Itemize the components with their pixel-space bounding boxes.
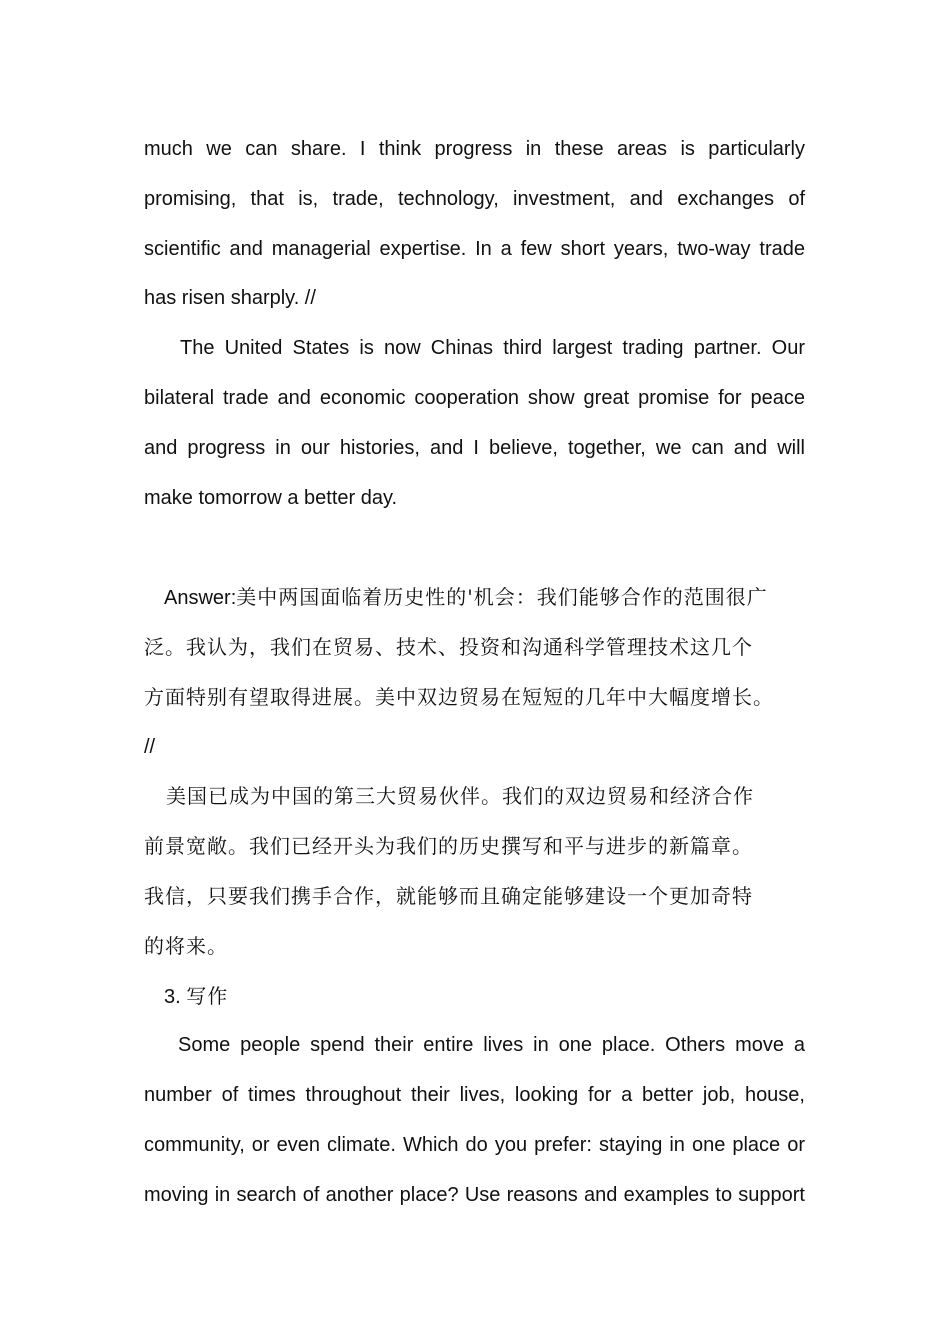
answer-paragraph <box>144 573 805 772</box>
text-line: moving in search of another place? Use reasons and examples to support <box>144 1183 805 1206</box>
text-line: much we can share. I think progress in these areas is particularly <box>144 138 805 160</box>
text-line: 美国已成为中国的第三大贸易伙伴。我们的双边贸易和经济合作 <box>166 784 754 809</box>
text-line: 泛。我认为，我们在贸易、技术、投资和沟通科学管理技术这几个 <box>144 634 753 659</box>
document-body <box>144 125 805 1221</box>
answer-text: 美中两国面临着历史性的'机会：我们能够合作的范围很广 <box>236 585 768 610</box>
text-line: bilateral trade and economic cooperation show great promise for peace <box>144 386 805 409</box>
text-line: The United States is now Chinas third largest trading partner. Our <box>180 337 805 360</box>
section-title: 写作 <box>186 983 229 1008</box>
blank-line <box>144 523 805 573</box>
text-line: make tomorrow a better day. <box>144 486 398 509</box>
text-line: and progress in our histories, and I believe, together, we can and will <box>144 436 805 459</box>
answer-label: Answer: <box>164 587 237 610</box>
text-line: 前景宽敞。我们已经开头为我们的历史撰写和平与进步的新篇章。 <box>144 834 753 859</box>
text-line: 方面特别有望取得进展。美中双边贸易在短短的几年中大幅度增长。 <box>144 684 774 709</box>
section-heading <box>144 972 805 1022</box>
section-number: 3. <box>164 985 181 1008</box>
text-line: 的将来。 <box>144 933 228 958</box>
text-line: promising, that is, trade, technology, investment, and exchanges of <box>144 187 805 210</box>
writing-prompt <box>144 1021 805 1220</box>
answer-paragraph-2 <box>144 772 805 971</box>
text-line: // <box>144 735 156 758</box>
paragraph-trade-areas <box>144 125 805 324</box>
text-line: community, or even climate. Which do you prefer: staying in one place or <box>144 1133 805 1156</box>
answer-first-line <box>144 573 805 623</box>
text-line: 我信，只要我们携手合作，就能够而且确定能够建设一个更加奇特 <box>144 883 753 908</box>
text-line: number of times throughout their lives, looking for a better job, house, <box>144 1084 805 1107</box>
text-line: scientific and managerial expertise. In a few short years, two-way trade <box>144 237 805 260</box>
text-line: has risen sharply. // <box>144 287 316 310</box>
text-line: Some people spend their entire lives in one place. Others move a <box>178 1034 805 1057</box>
paragraph-trading-partner <box>144 324 805 523</box>
